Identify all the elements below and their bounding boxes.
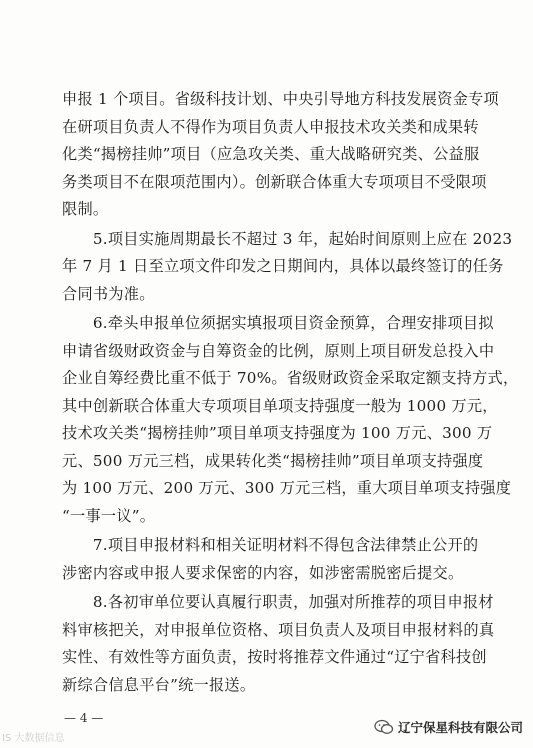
text-line: 务类项目不在限项范围内）。创新联合体重大专项项目不受限项	[62, 172, 487, 191]
text-line: 6.牵头申报单位须据实填报项目资金预算，合理安排项目拟	[62, 314, 494, 332]
wechat-icon	[374, 719, 394, 735]
watermark-text: IS 大数据信息	[2, 733, 65, 744]
paragraph	[62, 86, 499, 224]
text-line: 技术攻关类“揭榜挂帅”项目单项支持强度为 100 万元、300 万	[62, 424, 493, 442]
paragraph	[62, 532, 482, 587]
text-line: 限制。	[62, 200, 109, 218]
text-line: 其中创新联合体重大专项项目单项支持强度一般为 1000 万元，	[62, 396, 498, 415]
body-text	[62, 86, 519, 701]
paragraph	[62, 589, 495, 699]
text-line: 5.项目实施周期最长不超过 3 年，起始时间原则上应在 2023	[62, 229, 513, 248]
text-line: 年 7 月 1 日至立项文件印发之日期间内，具体以最终签订的任务	[62, 257, 504, 275]
text-line: 在研项目负责人不得作为项目负责人申报技术攻关类和成果转	[62, 117, 479, 136]
text-line: 涉密内容或申报人要求保密的内容，如涉密需脱密后提交。	[62, 563, 464, 582]
paragraph	[62, 226, 513, 309]
page-number: — 4 —	[64, 711, 104, 725]
text-line: 合同书为准。	[62, 284, 155, 303]
text-line: 料审核把关，对申报单位资格、项目负责人及项目申报材料的真	[62, 620, 495, 639]
text-line: 新综合信息平台”统一报送。	[62, 675, 256, 694]
text-line: 7.项目申报材料和相关证明材料不得包含法律禁止公开的	[62, 536, 479, 554]
brand-name: 辽宁保星科技有限公司	[397, 720, 523, 735]
text-line: 申请省级财政资金与自筹资金的比例，原则上项目研发总投入中	[62, 341, 495, 360]
text-line: 实性、有效性等方面负责，按时将推荐文件通过“辽宁省科技创	[62, 648, 487, 666]
text-line: 申报 1 个项目。省级科技计划、中央引导地方科技发展资金专项	[62, 90, 499, 108]
text-line: 8.各初审单位要认真履行职责，加强对所推荐的项目申报材	[62, 593, 494, 611]
paragraph	[62, 310, 519, 530]
text-line: 化类“揭榜挂帅”项目（应急攻关类、重大战略研究类、公益服	[62, 145, 480, 163]
brand-watermark	[374, 718, 523, 736]
text-line: 企业自筹经费比重不低于 70%。省级财政资金采取定额支持方式，	[62, 369, 519, 387]
text-line: “一事一议”。	[62, 506, 156, 525]
text-line: 元、500 万元三档，成果转化类“揭榜挂帅”项目单项支持强度	[62, 451, 484, 470]
text-line: 为 100 万元、200 万元、300 万元三档，重大项目单项支持强度	[62, 479, 512, 497]
